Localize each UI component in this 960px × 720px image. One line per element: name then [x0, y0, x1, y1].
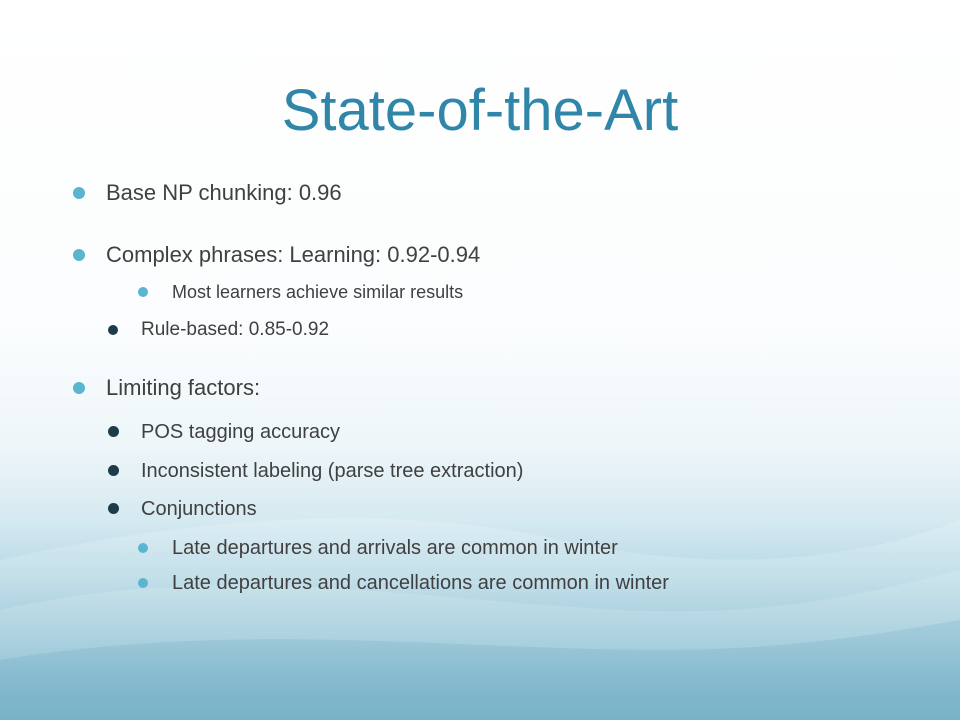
bullet-icon: [73, 249, 85, 261]
bullet-text: Conjunctions: [141, 498, 257, 520]
bullet-text: Inconsistent labeling (parse tree extraction): [141, 460, 524, 482]
bullet-item: [106, 180, 342, 206]
bullet-text: Complex phrases: Learning: 0.92-0.94: [106, 242, 481, 267]
bullet-text: Rule-based: 0.85-0.92: [141, 319, 330, 340]
bullet-icon: [108, 503, 119, 514]
bullet-item: [106, 242, 480, 268]
bullet-icon: [108, 465, 119, 476]
bullet-icon: [138, 578, 148, 588]
bullet-icon: [108, 426, 119, 437]
bullet-item: [141, 497, 257, 521]
bullet-icon: [138, 543, 148, 553]
bullet-text: Late departures and cancellations are common in winter: [172, 572, 669, 594]
bullet-icon: [108, 325, 118, 335]
bullet-text: Limiting factors:: [106, 375, 261, 400]
bullet-icon: [73, 382, 85, 394]
bullet-text: Base NP chunking: 0.96: [106, 180, 342, 205]
bullet-item: [141, 318, 329, 342]
bullet-item: [172, 281, 463, 303]
bullet-icon: [138, 287, 148, 297]
slide-title: State-of-the-Art: [281, 78, 679, 143]
bullet-text: POS tagging accuracy: [141, 421, 340, 443]
bullet-item: [172, 571, 669, 595]
bullet-icon: [73, 187, 85, 199]
bullet-item: [106, 375, 260, 401]
bullet-item: [172, 536, 618, 560]
bullet-text: Most learners achieve similar results: [172, 282, 464, 302]
bullet-item: [141, 420, 340, 444]
bullet-text: Late departures and arrivals are common in winter: [172, 537, 618, 559]
bullet-item: [141, 459, 523, 483]
